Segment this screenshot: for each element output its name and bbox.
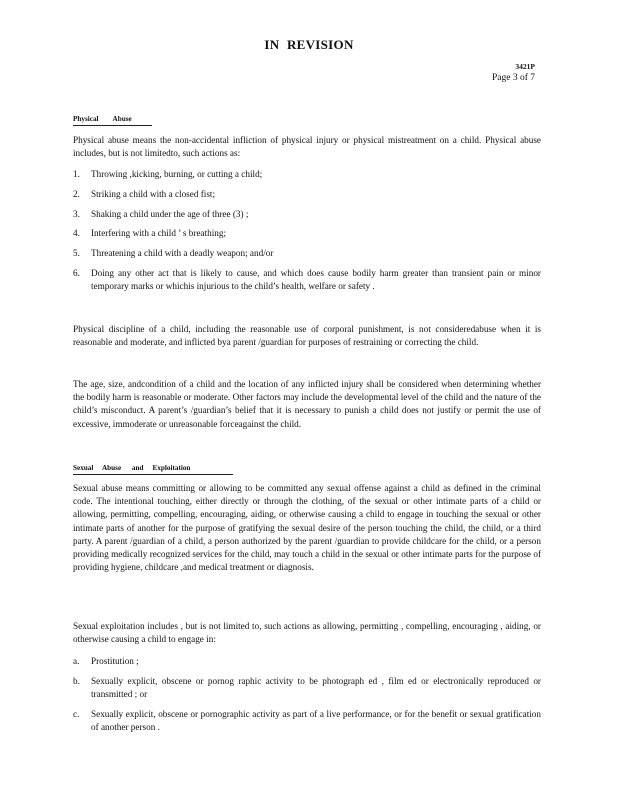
list-item <box>73 247 541 260</box>
sexual-exploitation-intro: Sexual exploitation includes , but is not limited to, such actions as allowing, permitting , compelling, encouraging , aiding, or otherwise causing a child to engage in: <box>73 621 541 645</box>
physical-discipline-paragraph: Physical discipline of a child, including the reasonable use of corporal punishment, is not consideredabuse when it is reasonable and moderate, and inflicted bya parent /guardian for purposes of restraining or correcting the child. <box>73 324 541 348</box>
list-marker: 2. <box>73 188 80 199</box>
physical-abuse-list <box>73 168 541 300</box>
list-marker: 3. <box>73 208 80 219</box>
list-marker: 6. <box>73 267 80 278</box>
list-marker: 1. <box>73 169 80 179</box>
document-title: IN REVISION <box>264 37 354 52</box>
list-item <box>73 267 541 293</box>
list-item <box>73 188 541 201</box>
list-item <box>73 655 541 668</box>
list-item-text: Sexually explicit, obscene or pornographic activity as part of a live performance, or for the benefit or sexual gratification of another person . <box>91 708 541 732</box>
policy-code: 3421P <box>515 62 535 71</box>
sexual-exploitation-list <box>73 655 541 741</box>
list-item-text: Shaking a child under the age of three (3) ; <box>91 208 249 219</box>
page-number: Page 3 of 7 <box>491 73 535 83</box>
list-item <box>73 708 541 734</box>
section-heading-underline <box>73 125 152 126</box>
list-marker: c. <box>73 708 80 719</box>
physical-abuse-definition: Physical abuse means the non-accidental infliction of physical injury or physical mistreatment on a child. Physical abuse includes, but is not limitedto, such actions as: <box>73 135 541 159</box>
list-item-text: Sexually explicit, obscene or pornog raphic activity to be photograph ed , film ed or electronically reproduced or transmitted ; or <box>91 675 541 699</box>
list-marker: a. <box>73 656 80 666</box>
list-item-text: Striking a child with a closed fist; <box>91 188 216 199</box>
list-item <box>73 675 541 701</box>
list-item-text: Throwing ,kicking, burning, or cutting a child; <box>91 169 263 179</box>
list-marker: b. <box>73 675 80 686</box>
list-item-text: Interfering with a child ’ s breathing; <box>91 228 227 239</box>
sexual-abuse-definition: Sexual abuse means committing or allowing to be committed any sexual offense against a child as defined in the criminal code. The intentional touching, either directly or through the clothing, of the sexual or other intimate parts of a child or allowing, permitting, compelling, encouraging, aiding, or otherwise causing a child to engage in touching the sexual or other intimate parts of another for the purpose of gratifying the sexual desire of the person touching the child, the child, or a third party. A parent /guardian of a child, a person authorized by the parent /guardian to provide childcare for the child, or a person providing medically recognized services for the child, may touch a child in the sexual or other intimate parts for the purpose of providing hygiene, childcare ,and medical treatment or diagnosis. <box>73 483 541 573</box>
list-item <box>73 168 541 181</box>
list-item <box>73 208 541 221</box>
list-item-text: Threatening a child with a deadly weapon; and/or <box>91 248 274 259</box>
reasonableness-factors-paragraph: The age, size, andcondition of a child and the location of any inflicted injury shall be considered when determining whether the bodily harm is reasonable or moderate. Other factors may include the developmental level of the child and the nature of the child’s misconduct. A parent’s /guardian’s belief that it is necessary to punish a child does not justify or permit the use of excessive, immoderate or unreasonable forceagainst the child. <box>73 379 541 429</box>
list-marker: 5. <box>73 248 80 259</box>
list-item-text: Doing any other act that is likely to cause, and which does cause bodily harm greater than transient pain or minor temporary marks or whichis injurious to the child’s health, welfare or safety . <box>91 267 541 292</box>
list-item-text: Prostitution ; <box>91 656 139 666</box>
list-marker: 4. <box>73 228 80 239</box>
section-heading-physical-abuse: Physical Abuse <box>73 115 132 123</box>
section-heading-sexual-abuse: Sexual Abuse and Exploitation <box>73 464 191 472</box>
list-item <box>73 227 541 240</box>
section-heading-underline <box>73 474 233 475</box>
